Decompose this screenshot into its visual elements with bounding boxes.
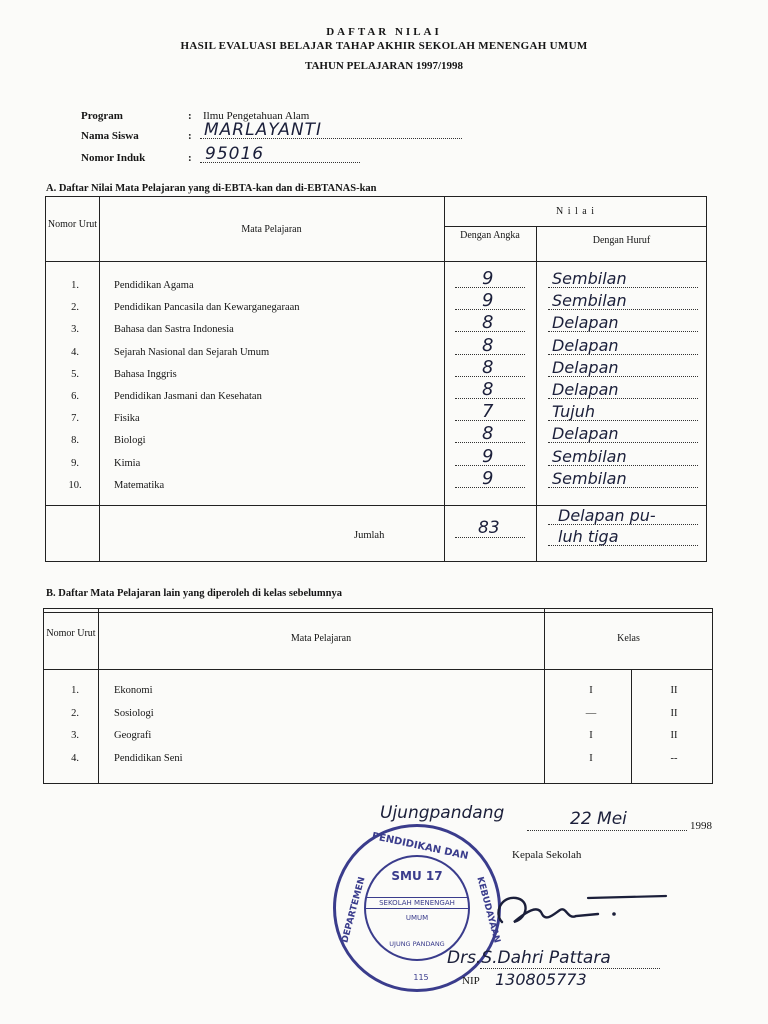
id-value: 95016 — [205, 144, 265, 164]
col-no-header: Nomor Urut — [47, 219, 98, 230]
col-huruf-header: Dengan Huruf — [592, 235, 651, 246]
grade-dotline — [455, 354, 525, 355]
table-a-vline — [99, 196, 100, 562]
grade-dotline — [455, 331, 525, 332]
row-grade-words: Sembilan — [552, 291, 627, 311]
row-grade-number: 8 — [482, 356, 494, 378]
stamp-code: 115 — [413, 973, 429, 982]
row-grade-words: Sembilan — [552, 269, 627, 288]
row-number: 4. — [71, 346, 79, 358]
row-grade-number: 9 — [482, 290, 494, 312]
row-grade-number: 8 — [482, 379, 494, 400]
row-class-1: I — [589, 685, 593, 696]
total-angka-dotline — [455, 537, 525, 538]
row-grade-words: Delapan — [552, 424, 619, 444]
grade-dotline — [548, 376, 698, 377]
grade-dotline — [548, 487, 698, 488]
colon: : — [188, 110, 192, 122]
row-number: 10. — [68, 479, 82, 491]
row-number: 2. — [71, 707, 79, 719]
row-grade-words: Delapan — [552, 380, 619, 399]
row-grade-words: Sembilan — [552, 468, 627, 488]
section-a-title: A. Daftar Nilai Mata Pelajaran yang di-EBTA-kan dan di-EBTANAS-kan — [46, 183, 377, 194]
row-number: 9. — [71, 457, 79, 469]
row-subject: Bahasa Inggris — [114, 368, 177, 380]
row-grade-number: 9 — [482, 268, 494, 289]
row-subject: Ekonomi — [114, 685, 153, 696]
table-a-vline — [536, 226, 537, 562]
row-number: 3. — [71, 324, 79, 336]
row-class-2: II — [670, 707, 678, 719]
grade-dotline — [455, 420, 525, 421]
col-angka-header: Dengan Angka — [460, 230, 520, 241]
id-dotline — [200, 162, 360, 163]
grade-dotline — [548, 442, 698, 443]
table-b-header-rule — [43, 669, 713, 670]
grade-dotline — [455, 287, 525, 288]
row-subject: Bahasa dan Sastra Indonesia — [114, 324, 234, 336]
grade-dotline — [455, 309, 525, 310]
total-huruf-dotline — [548, 524, 698, 525]
signature-place: Ujungpandang — [380, 803, 505, 823]
row-number: 4. — [71, 752, 79, 764]
signature-role: Kepala Sekolah — [512, 849, 582, 861]
grade-dotline — [548, 465, 698, 466]
name-label: Nama Siswa — [81, 130, 139, 142]
col-subject-header: Mata Pelajaran — [241, 224, 302, 235]
b-col-kelas-header: Kelas — [617, 633, 640, 644]
grade-dotline — [455, 487, 525, 488]
row-subject: Pendidikan Seni — [114, 752, 183, 764]
program-value: Ilmu Pengetahuan Alam — [203, 110, 310, 122]
total-huruf-dotline — [548, 545, 698, 546]
row-subject: Fisika — [114, 413, 140, 425]
col-nilai-header: N i l a i — [556, 206, 595, 217]
row-grade-number: 9 — [482, 467, 494, 489]
signature-scribble — [490, 884, 670, 934]
b-col-no-header: Nomor Urut — [46, 628, 96, 639]
table-a-nilai-rule — [444, 226, 707, 227]
grade-dotline — [548, 398, 698, 399]
grade-dotline — [455, 376, 525, 377]
row-class-2: II — [670, 730, 678, 741]
doc-year: TAHUN PELAJARAN 1997/1998 — [304, 60, 464, 72]
table-a-header-rule — [45, 261, 707, 262]
grade-dotline — [548, 354, 698, 355]
row-subject: Geografi — [114, 730, 152, 741]
row-class-1: — — [585, 707, 597, 719]
row-subject: Sejarah Nasional dan Sejarah Umum — [114, 346, 270, 358]
row-subject: Pendidikan Pancasila dan Kewarganegaraan — [114, 302, 300, 314]
stamp-top-text: PENDIDIKAN DAN — [370, 830, 470, 863]
row-class-1: I — [589, 730, 593, 741]
table-b-double-rule — [43, 612, 713, 613]
grade-dotline — [548, 287, 698, 288]
stamp-school: SMU 17 — [391, 869, 443, 883]
row-grade-words: Delapan — [552, 335, 619, 355]
total-huruf-line1: Delapan pu- — [558, 506, 656, 525]
row-number: 7. — [71, 413, 79, 425]
grade-dotline — [548, 420, 698, 421]
program-label: Program — [81, 110, 123, 122]
row-subject: Biologi — [114, 435, 146, 447]
stamp-city: UJUNG PANDANG — [389, 940, 445, 948]
row-grade-words: Delapan — [552, 313, 619, 333]
table-a-vline — [444, 196, 445, 562]
grade-dotline — [455, 398, 525, 399]
row-grade-number: 7 — [482, 401, 494, 423]
row-class-2: -- — [670, 752, 678, 764]
name-underline — [480, 968, 660, 969]
date-dotline — [527, 830, 687, 831]
nip-value: 130805773 — [495, 970, 587, 989]
colon: : — [188, 152, 192, 164]
name-value: MARLAYANTI — [204, 120, 323, 140]
row-grade-words: Tujuh — [552, 402, 596, 422]
row-number: 1. — [71, 280, 79, 291]
row-grade-words: Delapan — [552, 357, 619, 377]
colon: : — [188, 130, 192, 142]
row-subject: Kimia — [114, 457, 141, 469]
b-col-subject-header: Mata Pelajaran — [290, 633, 352, 644]
stamp-line1: SEKOLAH MENENGAH — [366, 897, 468, 909]
doc-subtitle: HASIL EVALUASI BELAJAR TAHAP AKHIR SEKOLAH MENENGAH UMUM — [180, 40, 588, 52]
row-subject: Pendidikan Agama — [114, 280, 194, 291]
grade-dotline — [548, 331, 698, 332]
total-label: Jumlah — [354, 530, 385, 541]
signature-year: 1998 — [690, 820, 712, 832]
row-grade-number: 9 — [482, 445, 494, 467]
nip-label: NIP — [462, 975, 480, 987]
stamp-left-text: DEPARTEMEN — [340, 875, 368, 945]
principal-name: Drs.S.Dahri Pattara — [447, 948, 611, 968]
row-number: 3. — [71, 730, 79, 741]
row-number: 2. — [71, 302, 79, 314]
row-subject: Sosiologi — [114, 707, 154, 719]
row-class-1: I — [589, 752, 593, 764]
row-grade-words: Sembilan — [552, 446, 627, 466]
grade-dotline — [455, 442, 525, 443]
table-b-vline — [631, 669, 632, 784]
row-number: 1. — [71, 685, 79, 696]
row-class-2: II — [670, 685, 678, 696]
total-huruf-line2: luh tiga — [558, 527, 619, 546]
grade-dotline — [548, 309, 698, 310]
row-number: 6. — [71, 391, 79, 402]
signature-date: 22 Mei — [570, 809, 627, 829]
stamp-right-text: KEBUDAYAAN — [474, 875, 502, 945]
id-label: Nomor Induk — [81, 152, 146, 164]
doc-title: DAFTAR NILAI — [326, 26, 442, 38]
total-angka: 83 — [478, 518, 500, 538]
section-b-title: B. Daftar Mata Pelajaran lain yang diperoleh di kelas sebelumnya — [46, 588, 342, 599]
row-number: 5. — [71, 368, 79, 380]
row-subject: Pendidikan Jasmani dan Kesehatan — [114, 391, 262, 402]
row-grade-number: 8 — [482, 312, 494, 334]
grade-dotline — [455, 465, 525, 466]
row-grade-number: 8 — [482, 334, 494, 356]
row-subject: Matematika — [114, 479, 165, 491]
stamp-line2: UMUM — [405, 914, 429, 922]
row-number: 8. — [71, 435, 79, 447]
name-dotline — [200, 138, 462, 139]
row-grade-number: 8 — [482, 423, 494, 445]
